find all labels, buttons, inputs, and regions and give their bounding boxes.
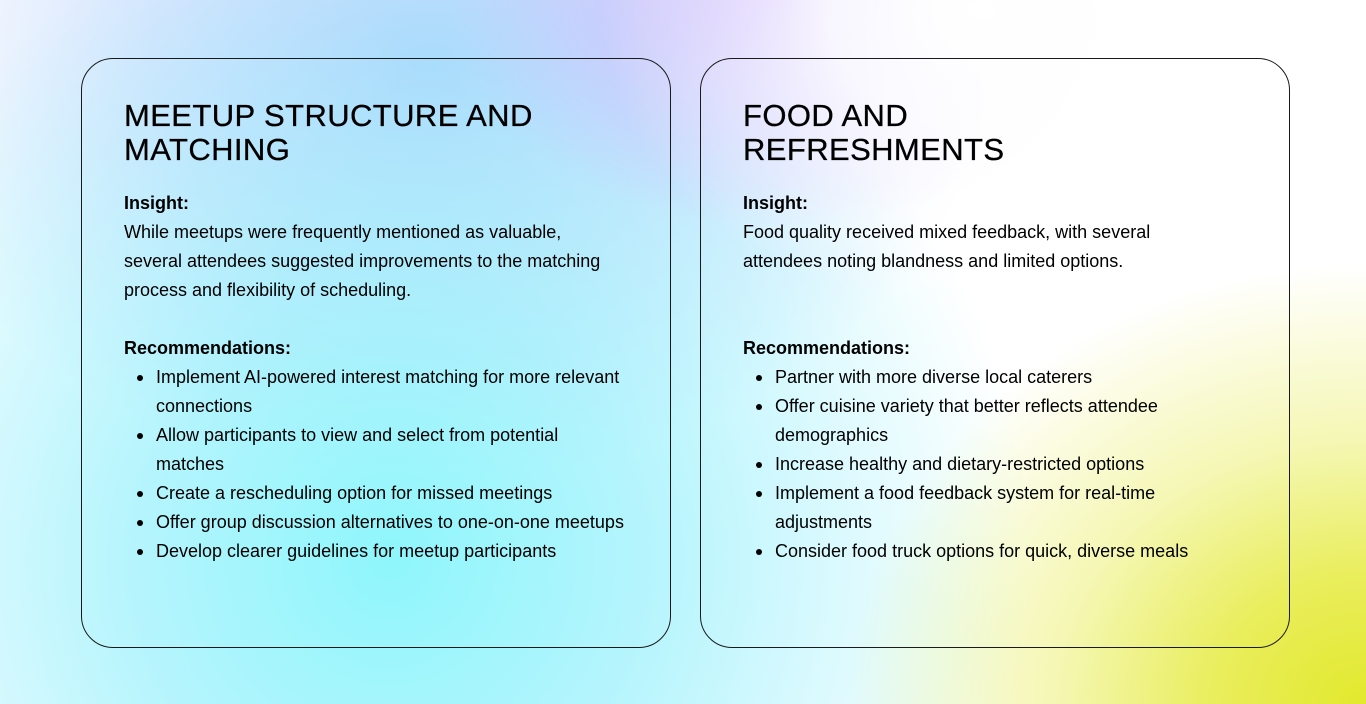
- meetup-structure-card: [81, 58, 671, 648]
- bullet-icon: [756, 462, 762, 468]
- card-title: FOOD AND REFRESHMENTS: [743, 98, 1005, 167]
- list-item-text: Consider food truck options for quick, diverse meals: [775, 541, 1189, 561]
- list-item: [743, 363, 1233, 392]
- list-item: [124, 421, 624, 479]
- list-item-text: Offer cuisine variety that better reflects attendee demographics: [775, 396, 1158, 445]
- food-refreshments-card: [700, 58, 1290, 648]
- insight-label: Insight:: [124, 193, 189, 213]
- card-title: MEETUP STRUCTURE AND MATCHING: [124, 98, 533, 167]
- list-item-text: Increase healthy and dietary-restricted options: [775, 454, 1145, 474]
- list-item: [743, 479, 1233, 537]
- list-item-text: Create a rescheduling option for missed meetings: [156, 483, 553, 503]
- recommendations-label: Recommendations:: [124, 338, 292, 358]
- list-item-text: Implement a food feedback system for real-time adjustments: [775, 483, 1156, 532]
- list-item: [743, 537, 1233, 566]
- recommendations-list: [743, 363, 1233, 566]
- bullet-icon: [756, 375, 762, 381]
- bullet-icon: [137, 433, 143, 439]
- insight-text: While meetups were frequently mentioned as valuable, several attendees suggested improvements to the matching process and flexibility of scheduling.: [124, 222, 601, 300]
- list-item: [124, 479, 624, 508]
- list-item-text: Partner with more diverse local caterers: [775, 367, 1093, 387]
- recommendations-list: [124, 363, 624, 566]
- list-item-text: Implement AI-powered interest matching for more relevant connections: [156, 367, 620, 416]
- bullet-icon: [756, 404, 762, 410]
- bullet-icon: [137, 491, 143, 497]
- bullet-icon: [137, 375, 143, 381]
- list-item: [124, 363, 624, 421]
- list-item: [124, 508, 624, 537]
- list-item: [743, 392, 1233, 450]
- bullet-icon: [756, 549, 762, 555]
- list-item: [743, 450, 1233, 479]
- insight-text: Food quality received mixed feedback, with several attendees noting blandness and limited options.: [743, 222, 1151, 271]
- recommendations-label: Recommendations:: [743, 338, 911, 358]
- list-item-text: Offer group discussion alternatives to one-on-one meetups: [156, 512, 624, 532]
- bullet-icon: [137, 549, 143, 555]
- list-item-text: Develop clearer guidelines for meetup participants: [156, 541, 557, 561]
- insight-label: Insight:: [743, 193, 808, 213]
- bullet-icon: [756, 491, 762, 497]
- list-item-text: Allow participants to view and select from potential matches: [156, 425, 559, 474]
- list-item: [124, 537, 624, 566]
- bullet-icon: [137, 520, 143, 526]
